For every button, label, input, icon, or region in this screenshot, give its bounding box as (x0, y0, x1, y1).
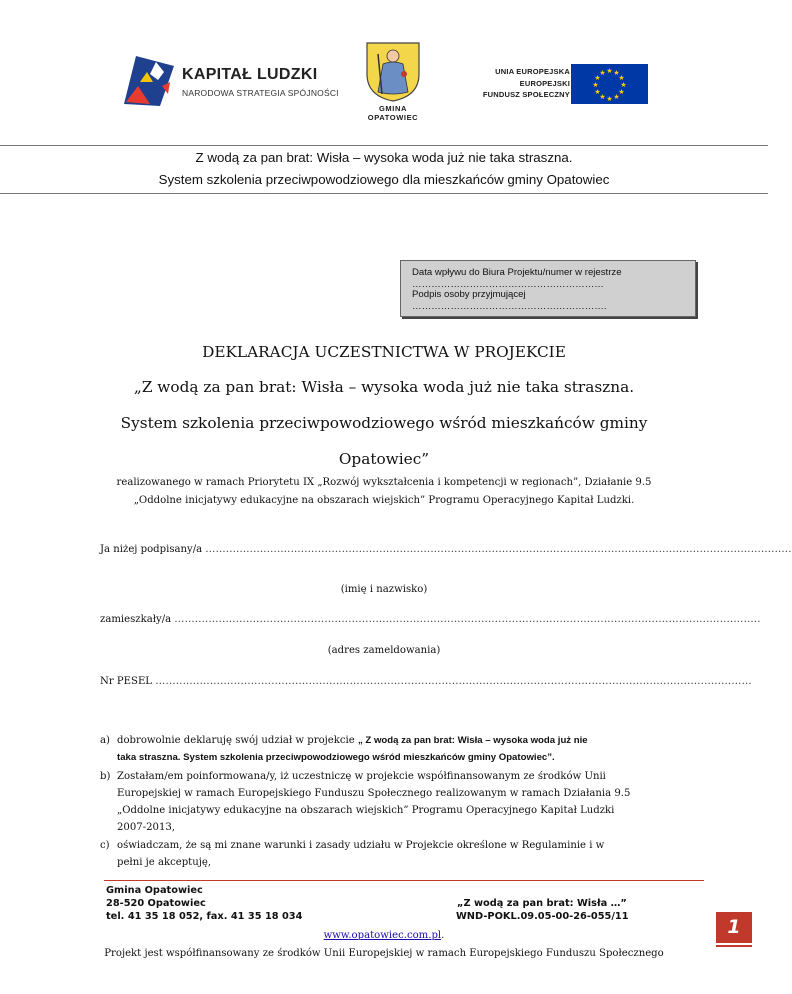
website-suffix: . (441, 930, 445, 941)
svg-text:★: ★ (599, 93, 606, 101)
project-title-line-2: System szkolenia przeciwpowodziowego wśród mieszkańców gminy (120, 414, 648, 432)
footer-project-short: „Z wodą za pan brat: Wisła …” (457, 898, 627, 909)
svg-text:★: ★ (599, 69, 606, 77)
svg-text:★: ★ (613, 69, 620, 77)
footer-org-address: 28-520 Opatowiec (106, 898, 206, 909)
ue-line-2: EUROPEJSKI (519, 79, 570, 88)
header-line-1: Z wodą za pan brat: Wisła – wysoka woda już nie taka straszna. (195, 150, 573, 165)
kapital-ludzki-title: KAPITAŁ LUDZKI (182, 66, 318, 83)
svg-text:★: ★ (594, 88, 601, 96)
declaration-a-project-name-cont: taka straszna. System szkolenia przeciwpowodziowego wśród mieszkańców gminy Opatowiec”. (117, 752, 555, 763)
footer-cofinancing-note: Projekt jest współfinansowany ze środków Unii Europejskiej w ramach Europejskiego Funduszu Społecznego (104, 948, 664, 959)
footer-rule (104, 880, 704, 881)
declaration-b-marker: b) (100, 771, 111, 782)
pesel-prefix: … (155, 676, 166, 687)
gmina-name-label: OPATOWIEC (367, 113, 419, 122)
coat-of-arms-icon (364, 40, 422, 102)
svg-text:★: ★ (594, 74, 601, 82)
name-field[interactable] (100, 544, 792, 555)
gmina-label: GMINA (379, 104, 407, 113)
declaration-b-line-1: Zostałam/em poinformowana/y, iż uczestniczę w projekcie współfinansowanym ze środków Unii (117, 771, 606, 782)
ue-line-3: FUNDUSZ SPOŁECZNY (482, 90, 570, 99)
intro-line-1: realizowanego w ramach Priorytetu IX „Rozwój wykształcenia i kompetencji w regionach”, Działanie 9.5 (116, 477, 652, 488)
footer-project-code: WND-POKL.09.05-00-26-055/11 (456, 911, 629, 922)
signature-label: Podpis osoby przyjmującej (412, 289, 526, 300)
name-dots: ............................................................................................................................................................................ (205, 544, 792, 555)
project-title-line-3: Opatowiec” (338, 450, 430, 468)
registration-box (400, 260, 696, 317)
footer-website-line (0, 930, 768, 941)
eu-efs-logo (452, 64, 648, 104)
declaration-c-line-2: pełni je akceptuję, (117, 857, 212, 868)
svg-text:★: ★ (606, 95, 613, 103)
page-number-underline (716, 945, 752, 947)
document-title: DEKLARACJA UCZESTNICTWA W PROJEKCIE (202, 343, 566, 361)
svg-text:★: ★ (618, 74, 625, 82)
pesel-label: Nr PESEL (100, 676, 153, 687)
signature-dots: ……………………………………………………. (412, 301, 607, 312)
declaration-c-marker: c) (100, 840, 110, 851)
ue-line-1: UNIA EUROPEJSKA (495, 67, 570, 76)
registration-label: Data wpływu do Biura Projektu/numer w rejestrze (412, 267, 622, 278)
website-link[interactable]: www.opatowiec.com.pl (323, 930, 442, 941)
declaration-c-line-1: oświadczam, że są mi znane warunki i zasady udziału w Projekcie określone w Regulaminie i w (117, 840, 605, 851)
header-rule-bottom (0, 193, 768, 194)
header-line-2: System szkolenia przeciwpowodziowego dla mieszkańców gminy Opatowiec (158, 172, 610, 187)
declaration-a (100, 735, 660, 746)
declaration-b (100, 771, 660, 782)
declaration-a-marker: a) (100, 735, 110, 746)
declaration-b-line-2: Europejskiej w ramach Europejskiego Funduszu Społecznego realizowanym w ramach Działania 9.5 (117, 788, 631, 799)
address-caption: (adres zameldowania) (327, 645, 441, 656)
name-caption: (imię i nazwisko) (340, 584, 428, 595)
kapital-ludzki-emblem-icon (120, 52, 178, 108)
declaration-b-line-4: 2007-2013, (117, 822, 175, 833)
header-rule-top (0, 145, 768, 146)
svg-text:★: ★ (618, 88, 625, 96)
address-field[interactable] (100, 614, 761, 625)
footer-org-phone: tel. 41 35 18 052, fax. 41 35 18 034 (106, 911, 303, 922)
svg-text:★: ★ (606, 67, 613, 75)
address-dots: ............................................................................................................................................................................ (174, 614, 761, 625)
kapital-ludzki-logo (120, 52, 345, 108)
project-title-line-1: „Z wodą za pan brat: Wisła – wysoka woda już nie taka straszna. (133, 378, 635, 396)
address-label: zamieszkały/a (100, 614, 172, 625)
declaration-c (100, 840, 660, 851)
declaration-a-project-name: „ Z wodą za pan brat: Wisła – wysoka woda już nie (357, 735, 588, 746)
declaration-a-text: dobrowolnie deklaruję swój udział w projekcie (117, 735, 355, 746)
name-label: Ja niżej podpisany/a (100, 544, 203, 555)
pesel-field[interactable] (100, 676, 752, 687)
pesel-dots: ............................................................................................................................................................................ (165, 676, 752, 687)
svg-text:★: ★ (613, 93, 620, 101)
svg-text:★: ★ (620, 81, 627, 89)
svg-text:★: ★ (592, 81, 599, 89)
footer-org-name: Gmina Opatowiec (106, 885, 203, 896)
kapital-ludzki-subtitle: NARODOWA STRATEGIA SPÓJNOŚCI (182, 88, 339, 98)
intro-line-2: „Oddolne inicjatywy edukacyjne na obszarach wiejskich” Programu Operacyjnego Kapitał Ludzki. (133, 495, 635, 506)
gmina-opatowiec-logo (352, 40, 434, 124)
eu-flag-icon (571, 64, 648, 104)
registration-dots: …………………………………………………… (412, 279, 604, 290)
page-number-badge: 1 (716, 912, 752, 943)
declaration-b-line-3: „Oddolne inicjatywy edukacyjne na obszarach wiejskich” Programu Operacyjnego Kapitał Ludzki (117, 805, 615, 816)
